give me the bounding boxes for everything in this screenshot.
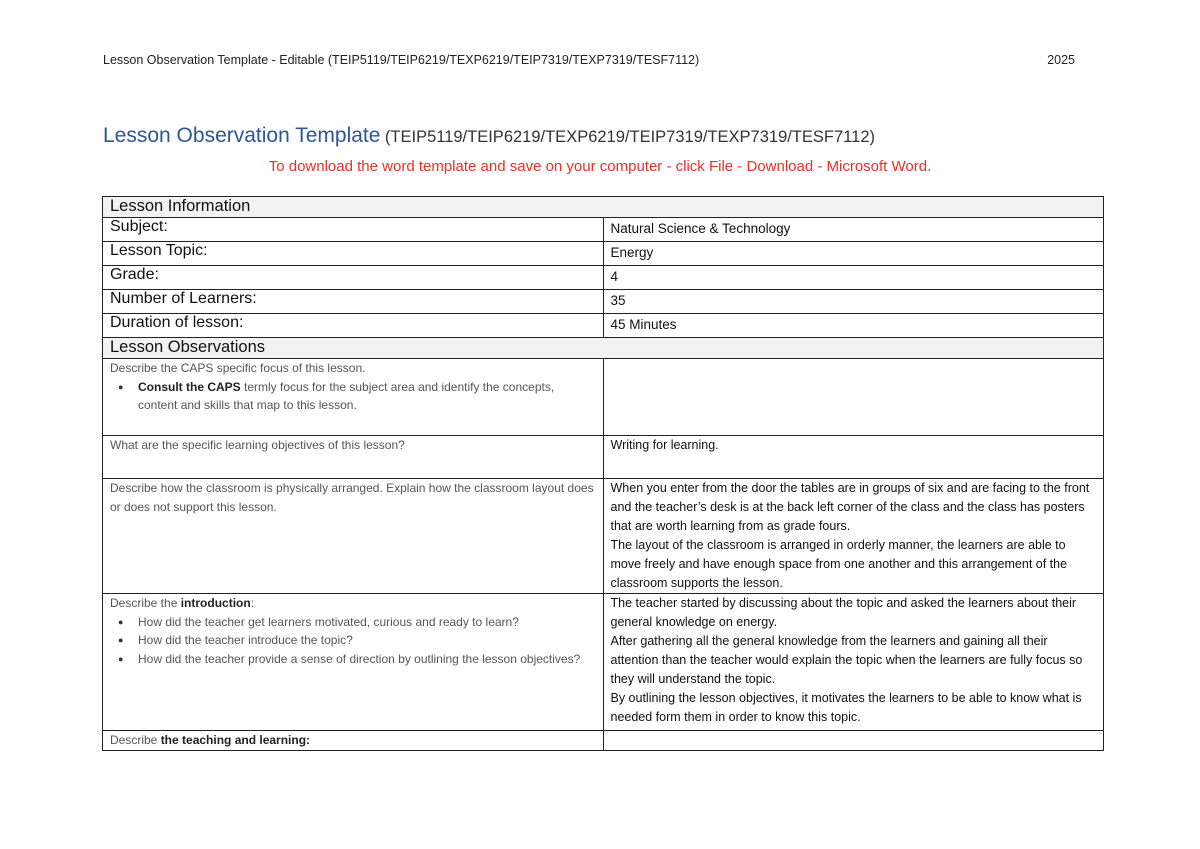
intro-bullet-list	[110, 613, 596, 669]
intro-answer-paragraph: By outlining the lesson objectives, it motivates the learners to be able to know what is needed form them in order to know this topic.	[610, 691, 1082, 724]
caps-question	[103, 359, 604, 436]
info-row-subject	[103, 218, 1104, 242]
section-lesson-observations	[103, 338, 1104, 359]
title-codes: (TEIP5119/TEIP6219/TEXP6219/TEIP7319/TEXP7319/TESF7112)	[384, 128, 875, 146]
intro-answer-paragraph: The teacher started by discussing about the topic and asked the learners about their general knowledge on energy.	[610, 596, 1077, 629]
header-year: 2025	[1047, 53, 1075, 67]
section-lesson-information	[103, 197, 1104, 218]
caps-answer[interactable]	[603, 359, 1104, 436]
layout-answer-paragraph: The layout of the classroom is arranged in orderly manner, the learners are able to move freely and have enough space from one another and this arrangement of the classroom supports the lesson.	[610, 538, 1068, 590]
caps-bullet-bold: Consult the CAPS	[138, 379, 241, 394]
teaching-question-bold: the teaching and learning:	[160, 733, 311, 747]
section-heading: Lesson Information	[103, 197, 1104, 218]
intro-bullet: ● How did the teacher introduce the topic?	[138, 631, 596, 650]
grade-value[interactable]: 4	[603, 266, 1104, 290]
caps-focus-row	[103, 359, 1104, 436]
subject-value[interactable]: Natural Science & Technology	[603, 218, 1104, 242]
download-instruction: To download the word template and save on your computer - click File - Download - Microsoft Word.	[268, 158, 932, 175]
duration-label: Duration of lesson:	[103, 314, 604, 338]
page-header	[103, 53, 1075, 67]
objectives-question: What are the specific learning objectives of this lesson?	[103, 436, 604, 479]
teaching-question-prefix: Describe	[110, 733, 161, 747]
learners-label: Number of Learners:	[103, 290, 604, 314]
info-row-grade	[103, 266, 1104, 290]
teaching-question	[103, 731, 604, 751]
layout-answer-paragraph: When you enter from the door the tables are in groups of six and are facing to the front and the teacher’s desk is at the back left corner of the class and the class has posters that are worth learning from as grade fours.	[610, 481, 1090, 533]
layout-answer[interactable]	[603, 479, 1104, 594]
section-heading: Lesson Observations	[103, 338, 1104, 359]
intro-question-suffix: :	[250, 596, 255, 610]
teaching-row	[103, 731, 1104, 751]
caps-question-text: Describe the CAPS specific focus of this lesson.	[110, 361, 366, 375]
title-main: Lesson Observation Template	[103, 124, 381, 147]
introduction-answer[interactable]	[603, 594, 1104, 731]
grade-label: Grade:	[103, 266, 604, 290]
subject-label: Subject:	[103, 218, 604, 242]
caps-bullet	[138, 378, 596, 415]
topic-label: Lesson Topic:	[103, 242, 604, 266]
intro-question-prefix: Describe the	[110, 596, 181, 610]
teaching-answer[interactable]	[603, 731, 1104, 751]
topic-value[interactable]: Energy	[603, 242, 1104, 266]
objectives-answer[interactable]: Writing for learning.	[603, 436, 1104, 479]
learners-value[interactable]: 35	[603, 290, 1104, 314]
caps-bullet-text: termly focus for the subject area and identify the concepts, content and skills that map to this lesson.	[138, 379, 555, 412]
header-title: Lesson Observation Template - Editable (TEIP5119/TEIP6219/TEXP6219/TEIP7319/TEXP7319/TESF7112)	[103, 53, 700, 67]
objectives-row	[103, 436, 1104, 479]
observation-table	[102, 196, 1104, 751]
intro-bullet: ● How did the teacher get learners motivated, curious and ready to learn?	[138, 613, 596, 632]
intro-answer-paragraph: After gathering all the general knowledge from the learners and gaining all their attention than the teacher would explain the topic when the learners are fully focus so they will understand the topic.	[610, 634, 1083, 686]
introduction-question	[103, 594, 604, 731]
caps-bullet-list	[110, 378, 596, 415]
intro-bullet: ● How did the teacher provide a sense of direction by outlining the lesson objectives?	[138, 650, 596, 669]
introduction-row	[103, 594, 1104, 731]
layout-question: Describe how the classroom is physically arranged. Explain how the classroom layout does or does not support this lesson.	[103, 479, 604, 594]
intro-question-bold: introduction	[180, 596, 251, 610]
info-row-learners	[103, 290, 1104, 314]
document-title	[103, 124, 875, 148]
info-row-topic	[103, 242, 1104, 266]
info-row-duration	[103, 314, 1104, 338]
duration-value[interactable]: 45 Minutes	[603, 314, 1104, 338]
layout-row	[103, 479, 1104, 594]
